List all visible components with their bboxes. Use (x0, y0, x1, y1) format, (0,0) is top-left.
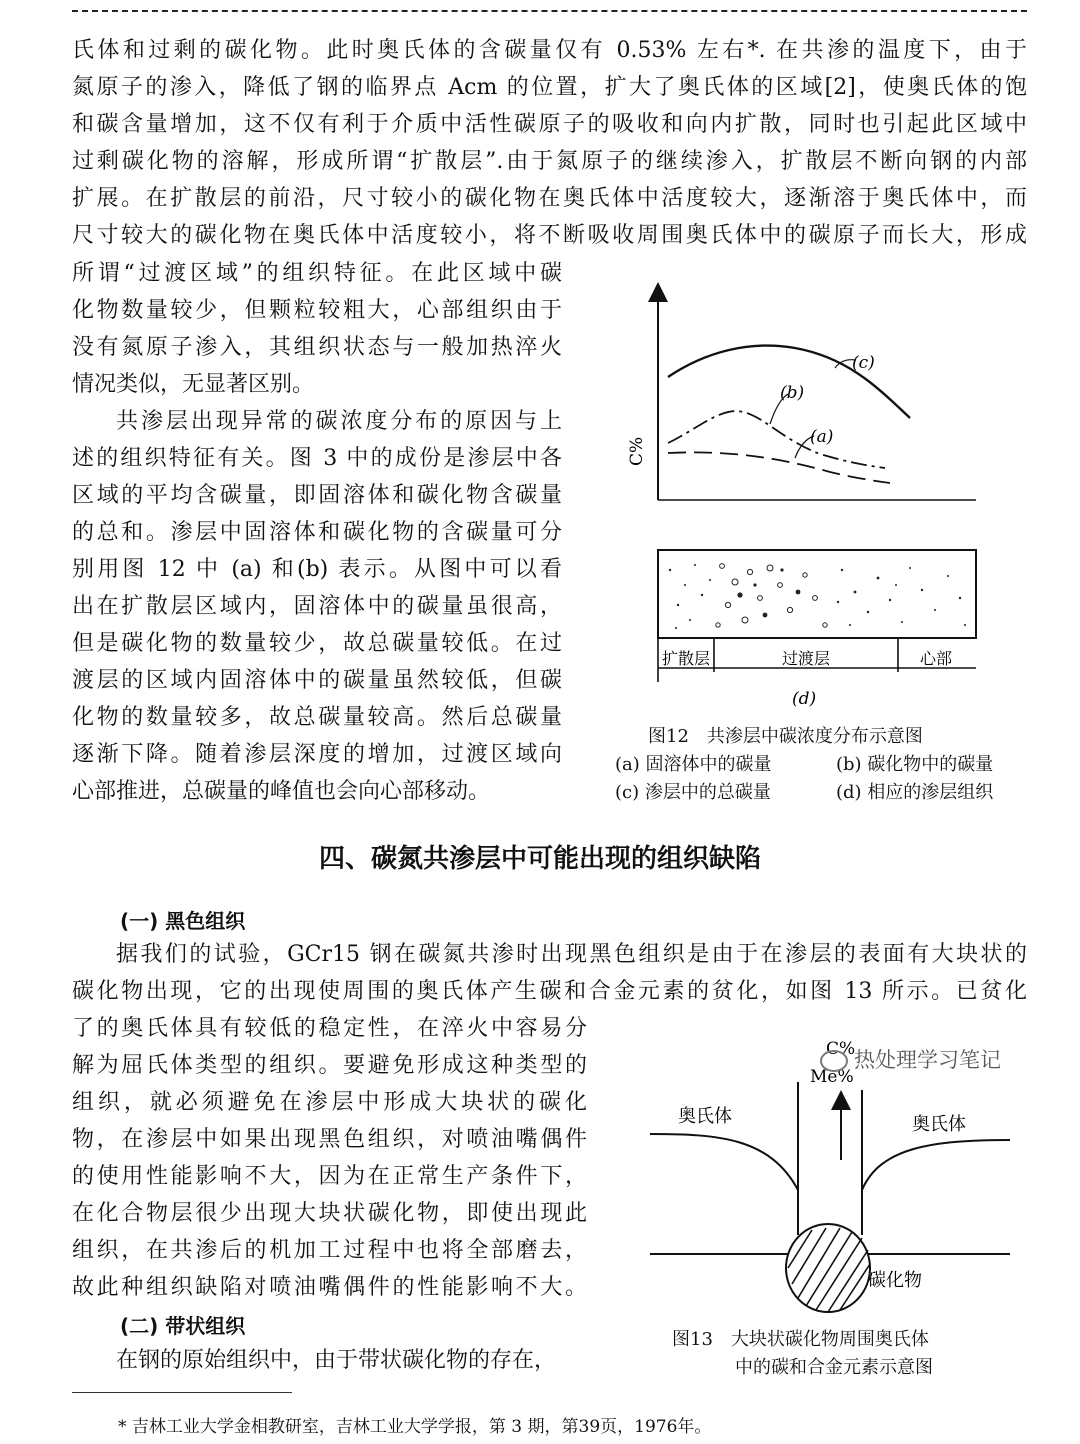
figure-13-carbide-label: 碳化物 (868, 1270, 922, 1291)
body-text-line: 渡层的区域内固溶体中的碳量虽然较低，但碳 (72, 668, 562, 693)
figure-12-legend-b: (b) 碳化物中的碳量 (836, 754, 994, 775)
body-text-line: 述的组织特征有关。图 3 中的成份是渗层中各 (72, 446, 562, 471)
body-text-line: 化物数量较少，但颗粒较粗大，心部组织由于 (72, 298, 562, 323)
watermark (820, 1044, 1001, 1074)
body-text-line: 区域的平均含碳量，即固溶体和碳化物含碳量 (72, 483, 562, 508)
footnote-rule (72, 1392, 292, 1393)
body-text-line: 在化合物层很少出现大块状碳化物，即使出现此 (72, 1201, 587, 1226)
body-text-line: 所谓“过渡区域”的组织特征。在此区域中碳 (72, 261, 562, 286)
body-text-line: 解为屈氏体类型的组织。要避免形成这种类型的 (72, 1053, 587, 1078)
figure-13-left-label: 奥氏体 (678, 1106, 732, 1127)
body-text-line: 在钢的原始组织中，由于带状碳化物的存在， (116, 1348, 557, 1373)
figure-12-legend-a: (a) 固溶体中的碳量 (615, 754, 772, 775)
figure-12-sub-label: (d) (792, 689, 817, 709)
figure-12-legend-d: (d) 相应的渗层组织 (836, 782, 994, 803)
body-text-line: 碳化物出现，它的出现使周围的奥氏体产生碳和合金元素的贫化，如图 13 所示。已贫化 (72, 979, 1027, 1004)
zone-label-transition: 过渡层 (782, 649, 831, 668)
figure-12-diagram (610, 280, 1000, 720)
zone-label-core: 心部 (920, 649, 953, 668)
figure-13-right-label: 奥氏体 (912, 1114, 966, 1135)
body-text-line: 组织，在共渗后的机加工过程中也将全部磨去， (72, 1238, 587, 1263)
body-text-line: 故此种组织缺陷对喷油嘴偶件的性能影响不大。 (72, 1275, 587, 1300)
footnote: * 吉林工业大学金相教研室，吉林工业大学学报，第 3 期，第39页，1976年。 (118, 1417, 712, 1437)
figure-12-caption: 图12 共渗层中碳浓度分布示意图 (648, 726, 923, 747)
figure-13-caption-1: 图13 大块状碳化物周围奥氏体 (672, 1329, 929, 1350)
figure-12-legend-c: (c) 渗层中的总碳量 (615, 782, 771, 803)
y-axis-label: C% (627, 436, 647, 466)
curve-label-c: (c) (852, 353, 875, 373)
body-text-line: 化物的数量较多，故总碳量较高。然后总碳量 (72, 705, 562, 730)
body-text-line: 据我们的试验，GCr15 钢在碳氮共渗时出现黑色组织是由于在渗层的表面有大块状的 (116, 942, 1027, 967)
body-text-line: 情况类似，无显著区别。 (72, 372, 315, 397)
body-text-line: 了的奥氏体具有较低的稳定性，在淬火中容易分 (72, 1016, 587, 1041)
figure-13-y-label-2: Me% (810, 1067, 854, 1087)
watermark-text: 热处理学习笔记 (854, 1048, 1001, 1072)
body-text-line: 氏体和过剩的碳化物。此时奥氏体的含碳量仅有 0.53% 左右*. 在共渗的温度下，由于 (72, 38, 1027, 63)
wechat-icon (820, 1050, 848, 1072)
body-text-line: 过剩碳化物的溶解，形成所谓“扩散层”.由于氮原子的继续渗入，扩散层不断向钢的内部 (72, 149, 1027, 174)
body-text-line: 别用图 12 中 (a) 和(b) 表示。从图中可以看 (72, 557, 562, 582)
microstructure-strip (658, 550, 976, 638)
body-text-line: 的总和。渗层中固溶体和碳化物的含碳量可分 (72, 520, 562, 545)
body-text-line: 物，在渗层中如果出现黑色组织，对喷油嘴偶件 (72, 1127, 587, 1152)
top-rule (72, 10, 1027, 12)
body-text-line: 和碳含量增加，这不仅有利于介质中活性碳原子的吸收和向内扩散，同时也引起此区域中 (72, 112, 1027, 137)
curve-a (668, 452, 890, 483)
figure-13-caption-2: 中的碳和合金元素示意图 (735, 1357, 933, 1378)
figure-13-y-label-1: C% (826, 1039, 856, 1059)
body-text-line: 尺寸较大的碳化物在奥氏体中活度较小，将不断吸收周围奥氏体中的碳原子而长大，形成 (72, 223, 1027, 248)
curve-label-a: (a) (810, 427, 834, 447)
carbide-particle (786, 1224, 870, 1312)
subsection-heading: (二) 带状组织 (120, 1314, 246, 1338)
body-text-line: 但是碳化物的数量较少，故总碳量较低。在过 (72, 631, 562, 656)
zone-label-diffusion: 扩散层 (662, 649, 711, 668)
section-heading: 四、碳氮共渗层中可能出现的组织缺陷 (318, 844, 761, 874)
subsection-heading: (一) 黑色组织 (120, 909, 246, 933)
concentration-curve-right (862, 1140, 1010, 1190)
body-text-line: 逐渐下降。随着渗层深度的增加，过渡区域向 (72, 742, 562, 767)
body-text-line: 出在扩散层区域内，固溶体中的碳量虽很高， (72, 594, 562, 619)
body-text-line: 没有氮原子渗入，其组织状态与一般加热淬火 (72, 335, 562, 360)
body-text-line: 氮原子的渗入，降低了钢的临界点 Acm 的位置，扩大了奥氏体的区域[2]，使奥氏体的饱 (72, 75, 1027, 100)
body-text-line: 的使用性能影响不大，因为在正常生产条件下， (72, 1164, 587, 1189)
concentration-curve-left (650, 1134, 798, 1190)
curve-label-b: (b) (780, 383, 805, 403)
body-text-line: 共渗层出现异常的碳浓度分布的原因与上 (116, 409, 562, 434)
figure-13-diagram (640, 1030, 1020, 1330)
body-text-line: 扩展。在扩散层的前沿，尺寸较小的碳化物在奥氏体中活度较大，逐渐溶于奥氏体中，而 (72, 186, 1027, 211)
body-text-line: 心部推进，总碳量的峰值也会向心部移动。 (72, 779, 491, 804)
body-text-line: 组织，就必须避免在渗层中形成大块状的碳化 (72, 1090, 587, 1115)
